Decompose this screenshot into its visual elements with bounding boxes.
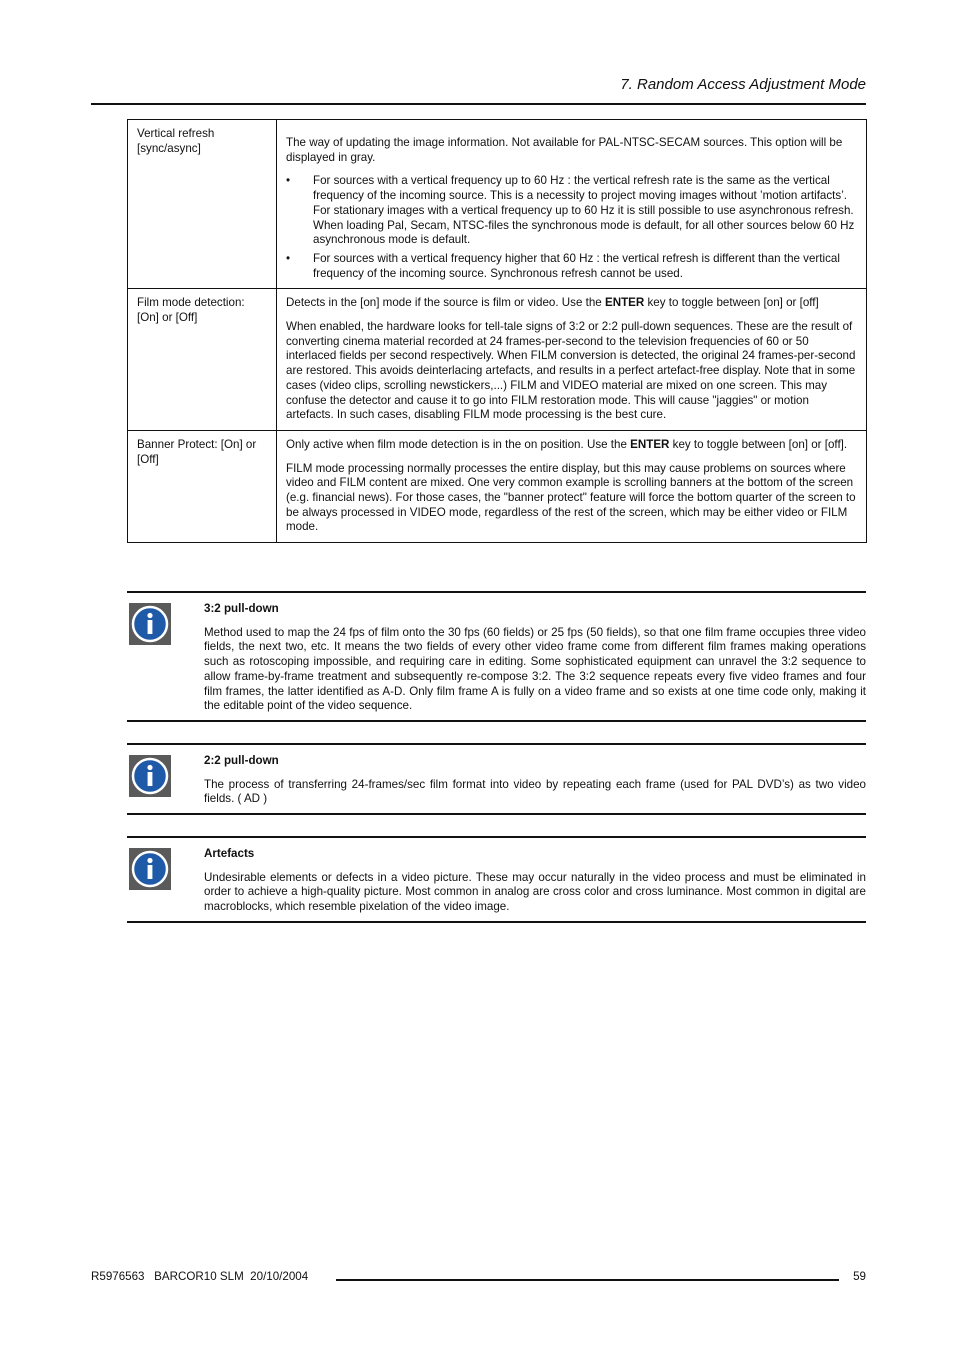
description-paragraph: [286, 438, 857, 453]
info-note: [127, 836, 866, 923]
bullet-list: [286, 174, 857, 281]
chapter-title: 7. Random Access Adjustment Mode: [620, 76, 866, 93]
text-run: key to toggle between [on] or [off]: [644, 296, 819, 310]
info-note: [127, 591, 866, 722]
parameter-name: Film mode detection: [On] or [Off]: [128, 289, 277, 431]
note-title: 3:2 pull-down: [204, 602, 279, 615]
table-row: [128, 430, 867, 542]
page-number: 59: [853, 1270, 866, 1283]
bullet-marker: •: [286, 174, 291, 188]
info-icon: [129, 848, 171, 890]
parameter-name: Vertical refresh [sync/async]: [128, 120, 277, 289]
text-run: key to toggle between [on] or [off].: [669, 437, 848, 451]
header-divider: [91, 103, 866, 105]
list-item: [286, 252, 857, 281]
note-body: Undesirable elements or defects in a video picture. These may occur naturally in the video process and must be eliminated in order to achieve a high-quality picture. Most common in analog are cross color and cross luminance. Most common in digital are macroblocks, which resemble pixelation of the video image.: [204, 870, 866, 914]
table-row: [128, 289, 867, 431]
note-content: [204, 745, 866, 813]
info-icon: [129, 603, 171, 645]
footer-divider: [336, 1279, 839, 1281]
text-run: Only active when film mode detection is in the on position. Use the: [286, 437, 631, 451]
parameter-description: [277, 120, 867, 289]
info-note: [127, 743, 866, 815]
info-icon: [129, 755, 171, 797]
table-row: [128, 120, 867, 289]
key-name: ENTER: [604, 296, 645, 310]
text-run: Detects in the [on] mode if the source is film or video. Use the: [286, 296, 605, 310]
description-paragraph: When enabled, the hardware looks for tell-tale signs of 3:2 or 2:2 pull-down sequences. These are the result of converting cinema material recorded at 24 frames-per-second to the television frequencies of 60 or 50 interlaced fields per second respectively. When FILM conversion is detected, the original 24 frames-per-second are restored. This avoids deinterlacing artefacts, and results in a perfect artefact-free display. Note that in some cases (video clips, scrolling newstickers,...) FILM and VIDEO material are mixed on one screen. This may confuse the detector and cause it to go into FILM restoration mode. This will cause "jaggies" or motion artefacts. In such cases, disabling FILM mode processing is the best cure.: [286, 320, 856, 422]
note-body: Method used to map the 24 fps of film onto the 30 fps (60 fields) or 25 fps (50 fields), so that one film frame occupies three video fields, the next two, etc. It means the two fields of every other video frame come from different film frames making operations such as rotoscoping impossible, and requiring care in editing. Some sophisticated equipment can unravel the 3:2 sequence to allow frame-by-frame treatment and subsequently re-compose 3:2. The 3:2 sequence repeats every five video frames and four film frames, the latter identified as A-D. Only film frame A is fully on a video frame and so exists at one time code only, making it the editable point of the video sequence.: [204, 625, 866, 713]
note-body: The process of transferring 24-frames/sec film format into video by repeating each frame (used for PAL DVD’s) as two video fields. ( AD ): [204, 777, 866, 806]
note-content: [204, 593, 866, 720]
key-name: ENTER: [630, 437, 670, 451]
note-title: 2:2 pull-down: [204, 754, 279, 767]
note-title: Artefacts: [204, 847, 255, 860]
parameter-table: [127, 119, 867, 543]
list-item-text: For sources with a vertical frequency up to 60 Hz : the vertical refresh rate is the same as the vertical frequency of the incoming source. This is a necessity to project moving images without ’motion artifacts’. For stationary images with a vertical frequency up to 60 Hz it is still possible to use asynchronous refresh. When loading Pal, Secam, NTSC-files the synchronous mode is default, for all other sources below 60 Hz asynchronous mode is default.: [313, 174, 855, 247]
description-paragraph: FILM mode processing normally processes the entire display, but this may cause problems on sources where video and FILM content are mixed. One very common example is scrolling banners at the bottom of the screen (e.g. financial news). For those cases, the "banner protect" feature will force the bottom quarter of the screen to be always processed in VIDEO mode, regardless of the rest of the screen, which may be either video or FILM mode.: [286, 461, 856, 534]
list-item: [286, 174, 857, 248]
parameter-description: [277, 289, 867, 431]
list-item-text: For sources with a vertical frequency higher that 60 Hz : the vertical refresh is different than the vertical frequency of the incoming source. Synchronous refresh cannot be used.: [313, 251, 840, 280]
parameter-description: [277, 430, 867, 542]
note-content: [204, 838, 866, 921]
description-paragraph: The way of updating the image information. Not available for PAL-NTSC-SECAM sources. This option will be displayed in gray.: [286, 136, 843, 164]
description-paragraph: [286, 296, 857, 311]
bullet-marker: •: [286, 251, 291, 265]
parameter-name: Banner Protect: [On] or [Off]: [128, 430, 277, 542]
document-reference: R5976563 BARCOR10 SLM 20/10/2004: [91, 1270, 309, 1283]
